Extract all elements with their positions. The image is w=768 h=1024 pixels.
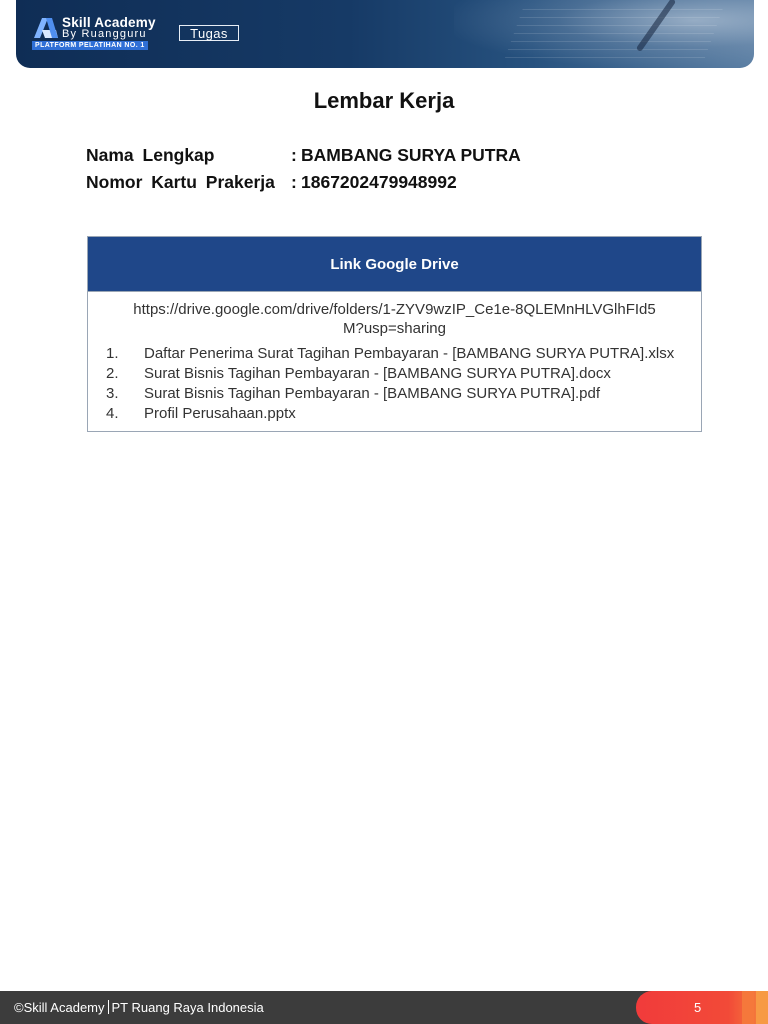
page-number-badge: [636, 991, 768, 1024]
list-item: [88, 404, 701, 424]
list-item: [88, 364, 701, 384]
field-colon: :: [291, 172, 297, 192]
header-banner: [16, 0, 754, 68]
footer-company: PT Ruang Raya Indonesia: [111, 1000, 264, 1015]
banner-photo: [454, 0, 754, 68]
decor-stripe: [756, 991, 768, 1024]
decor-stripe: [742, 991, 754, 1024]
list-number: 4.: [106, 405, 119, 422]
logo-mark-icon: [32, 16, 58, 38]
field-value: 1867202479948992: [301, 172, 457, 192]
skill-academy-logo: [32, 14, 164, 54]
page-number: 5: [694, 1000, 702, 1015]
file-name: Profil Perusahaan.pptx: [144, 405, 296, 422]
section-label-tugas: Tugas: [179, 25, 239, 41]
list-number: 1.: [106, 345, 119, 362]
footer-copyright: ©Skill Academy: [14, 1000, 105, 1015]
logo-title: Skill Academy: [62, 15, 156, 30]
list-item: [88, 344, 701, 364]
list-number: 2.: [106, 365, 119, 382]
footer-credit: [14, 1000, 264, 1015]
field-colon: :: [291, 145, 297, 165]
field-value: BAMBANG SURYA PUTRA: [301, 145, 521, 165]
google-drive-link[interactable]: https://drive.google.com/drive/folders/1-ZYV9wzIP_Ce1e-8QLEMnHLVGlhFId5M?usp=sharing: [133, 301, 656, 337]
logo-tag: PLATFORM PELATIHAN NO. 1: [32, 41, 148, 50]
field-nama-lengkap: [86, 145, 521, 166]
file-name: Surat Bisnis Tagihan Pembayaran - [BAMBANG SURYA PUTRA].docx: [144, 365, 611, 382]
page-title: Lembar Kerja: [313, 88, 455, 113]
file-list: [88, 344, 701, 424]
field-nomor-kartu-prakerja: [86, 172, 457, 193]
footer-bar: [0, 991, 768, 1024]
list-number: 3.: [106, 385, 119, 402]
field-label: Nama Lengkap: [86, 145, 215, 165]
footer-divider: [108, 1000, 109, 1014]
table-header: Link Google Drive: [88, 237, 701, 292]
drive-link-table: [87, 236, 702, 432]
file-name: Daftar Penerima Surat Tagihan Pembayaran - [BAMBANG SURYA PUTRA].xlsx: [144, 345, 675, 362]
logo-subtitle: By Ruangguru: [62, 28, 147, 40]
file-name: Surat Bisnis Tagihan Pembayaran - [BAMBANG SURYA PUTRA].pdf: [144, 385, 601, 402]
field-label: Nomor Kartu Prakerja: [86, 172, 275, 192]
list-item: [88, 384, 701, 404]
